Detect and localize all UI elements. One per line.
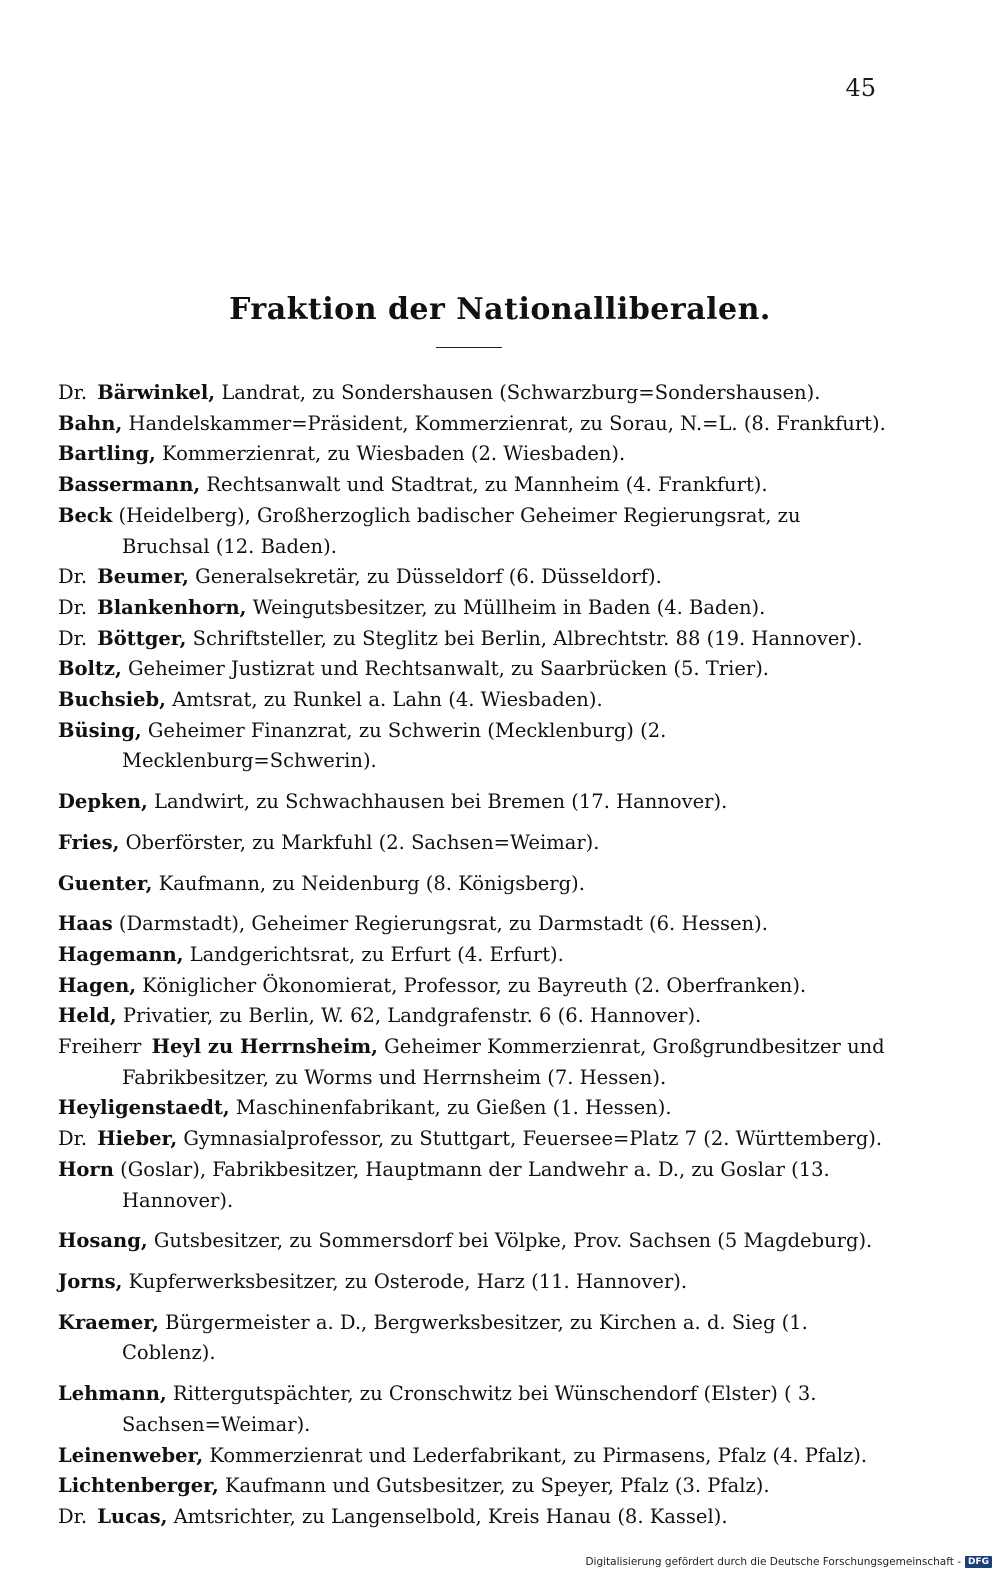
member-name: Kraemer, xyxy=(58,1310,159,1334)
member-name: Jorns, xyxy=(58,1269,123,1293)
member-entry xyxy=(58,909,888,940)
member-details: Amtsrat, zu Runkel a. Lahn (4. Wiesbaden). xyxy=(172,688,603,712)
member-entry xyxy=(58,501,888,562)
member-details: Handelskammer=Präsident, Kommerzienrat, zu Sorau, N.=L. (8. Frankfurt). xyxy=(128,411,886,435)
member-entry xyxy=(58,869,888,900)
member-entry xyxy=(58,1226,888,1257)
member-details: Maschinenfabrikant, zu Gießen (1. Hessen). xyxy=(235,1096,672,1120)
member-name: Buchsieb, xyxy=(58,688,166,712)
member-name: Lichtenberger, xyxy=(58,1474,219,1498)
member-details: Rittergutspächter, zu Cronschwitz bei Wünschendorf (Elster) ( 3. Sachsen=Weimar). xyxy=(122,1382,817,1436)
member-entry xyxy=(58,562,888,593)
member-details: Schriftsteller, zu Steglitz bei Berlin, Albrechtstr. 88 (19. Hannover). xyxy=(192,626,863,650)
member-name: Beck xyxy=(58,503,113,527)
member-details: Oberförster, zu Markfuhl (2. Sachsen=Weimar). xyxy=(125,830,600,854)
member-details: Generalsekretär, zu Düsseldorf (6. Düsseldorf). xyxy=(195,565,662,589)
member-name: Beumer, xyxy=(97,565,189,589)
digitization-footer xyxy=(585,1556,992,1568)
member-entry xyxy=(58,940,888,971)
member-entry xyxy=(58,1471,888,1502)
member-entry xyxy=(58,1001,888,1032)
member-details: Kaufmann und Gutsbesitzer, zu Speyer, Pfalz (3. Pfalz). xyxy=(224,1474,770,1498)
member-entry xyxy=(58,624,888,655)
member-details: Landgerichtsrat, zu Erfurt (4. Erfurt). xyxy=(189,942,564,966)
heading-rule xyxy=(436,347,502,348)
member-prefix: Dr. xyxy=(58,1127,88,1151)
member-entry xyxy=(58,787,888,818)
member-entry xyxy=(58,685,888,716)
member-name: Lucas, xyxy=(97,1504,168,1528)
member-details: Rechtsanwalt und Stadtrat, zu Mannheim (4. Frankfurt). xyxy=(206,473,768,497)
member-prefix: Dr. xyxy=(58,565,88,589)
member-name: Bärwinkel, xyxy=(97,381,216,404)
member-details: Privatier, zu Berlin, W. 62, Landgrafenstr. 6 (6. Hannover). xyxy=(122,1004,702,1028)
member-details: Geheimer Finanzrat, zu Schwerin (Mecklenburg) (2. Mecklenburg=Schwerin). xyxy=(122,718,667,773)
page-number: 45 xyxy=(845,74,876,102)
member-name: Heyligenstaedt, xyxy=(58,1096,230,1120)
member-entry xyxy=(58,1502,888,1533)
member-prefix: Dr. xyxy=(58,1504,88,1528)
member-entry xyxy=(58,593,888,624)
member-prefix: Dr. xyxy=(58,626,88,650)
member-list xyxy=(58,378,888,1533)
member-details: Kommerzienrat, zu Wiesbaden (2. Wiesbaden). xyxy=(162,442,626,466)
member-name: Held, xyxy=(58,1004,117,1028)
member-entry xyxy=(58,654,888,685)
member-entry xyxy=(58,716,888,777)
member-details: Weingutsbesitzer, zu Müllheim in Baden (4. Baden). xyxy=(252,595,766,619)
member-prefix: Dr. xyxy=(58,381,88,404)
member-name: Hosang, xyxy=(58,1229,148,1253)
member-entry xyxy=(58,1124,888,1155)
member-name: Bartling, xyxy=(58,442,156,466)
member-name: Bassermann, xyxy=(58,473,201,497)
member-entry xyxy=(58,1155,888,1216)
member-details: Gutsbesitzer, zu Sommersdorf bei Völpke, Prov. Sachsen (5 Magdeburg). xyxy=(153,1229,873,1253)
member-entry xyxy=(58,1032,888,1093)
member-name: Boltz, xyxy=(58,657,122,681)
member-prefix: Freiherr xyxy=(58,1035,142,1059)
member-entry xyxy=(58,1267,888,1298)
member-name: Hieber, xyxy=(97,1127,178,1151)
member-details: Geheimer Kommerzienrat, Großgrundbesitzer und Fabrikbesitzer, zu Worms und Herrnsheim (7. Hessen). xyxy=(122,1035,885,1089)
member-details: Gymnasialprofessor, zu Stuttgart, Feuersee=Platz 7 (2. Württemberg). xyxy=(183,1127,883,1151)
footer-text: Digitalisierung gefördert durch die Deutsche Forschungsgemeinschaft - xyxy=(585,1556,961,1568)
member-details: Königlicher Ökonomierat, Professor, zu Bayreuth (2. Oberfranken). xyxy=(142,973,807,997)
member-entry xyxy=(58,470,888,501)
member-name: Haas xyxy=(58,912,113,936)
member-entry xyxy=(58,1441,888,1472)
member-name: Horn xyxy=(58,1157,114,1181)
member-details: Bürgermeister a. D., Bergwerksbesitzer, zu Kirchen a. d. Sieg (1. Coblenz). xyxy=(122,1310,808,1365)
member-entry xyxy=(58,378,888,409)
member-name: Hagemann, xyxy=(58,942,184,966)
member-name: Hagen, xyxy=(58,973,137,997)
member-details: Geheimer Justizrat und Rechtsanwalt, zu Saarbrücken (5. Trier). xyxy=(127,657,770,681)
member-entry xyxy=(58,439,888,470)
member-name: Leinenweber, xyxy=(58,1443,204,1467)
dfg-logo-icon: DFG xyxy=(965,1556,992,1568)
member-details: Landwirt, zu Schwachhausen bei Bremen (17. Hannover). xyxy=(154,790,728,814)
member-details: Kommerzienrat und Lederfabrikant, zu Pirmasens, Pfalz (4. Pfalz). xyxy=(209,1443,868,1467)
member-name: Fries, xyxy=(58,830,120,854)
member-name: Lehmann, xyxy=(58,1382,167,1406)
member-name: Böttger, xyxy=(97,626,187,650)
member-entry xyxy=(58,1379,888,1440)
member-entry xyxy=(58,1308,888,1369)
member-details: (Goslar), Fabrikbesitzer, Hauptmann der Landwehr a. D., zu Goslar (13. Hannover). xyxy=(120,1157,830,1212)
member-details: (Heidelberg), Großherzoglich badischer Geheimer Regierungsrat, zu Bruchsal (12. Baden). xyxy=(118,503,801,558)
member-details: Kaufmann, zu Neidenburg (8. Königsberg). xyxy=(158,871,585,895)
member-prefix: Dr. xyxy=(58,595,88,619)
member-name: Depken, xyxy=(58,790,148,814)
member-entry xyxy=(58,409,888,440)
member-entry xyxy=(58,1093,888,1124)
member-name: Heyl zu Herrnsheim, xyxy=(151,1035,378,1059)
member-name: Blankenhorn, xyxy=(97,595,247,619)
member-details: Landrat, zu Sondershausen (Schwarzburg=Sondershausen). xyxy=(221,381,821,404)
member-entry xyxy=(58,971,888,1002)
member-details: (Darmstadt), Geheimer Regierungsrat, zu Darmstadt (6. Hessen). xyxy=(118,912,768,936)
member-details: Amtsrichter, zu Langenselbold, Kreis Hanau (8. Kassel). xyxy=(173,1504,728,1528)
section-heading: Fraktion der Nationalliberalen. xyxy=(229,292,771,327)
member-name: Bahn, xyxy=(58,411,123,435)
member-details: Kupferwerksbesitzer, zu Osterode, Harz (11. Hannover). xyxy=(128,1269,688,1293)
member-entry xyxy=(58,828,888,859)
member-name: Büsing, xyxy=(58,718,142,742)
member-name: Guenter, xyxy=(58,871,153,895)
